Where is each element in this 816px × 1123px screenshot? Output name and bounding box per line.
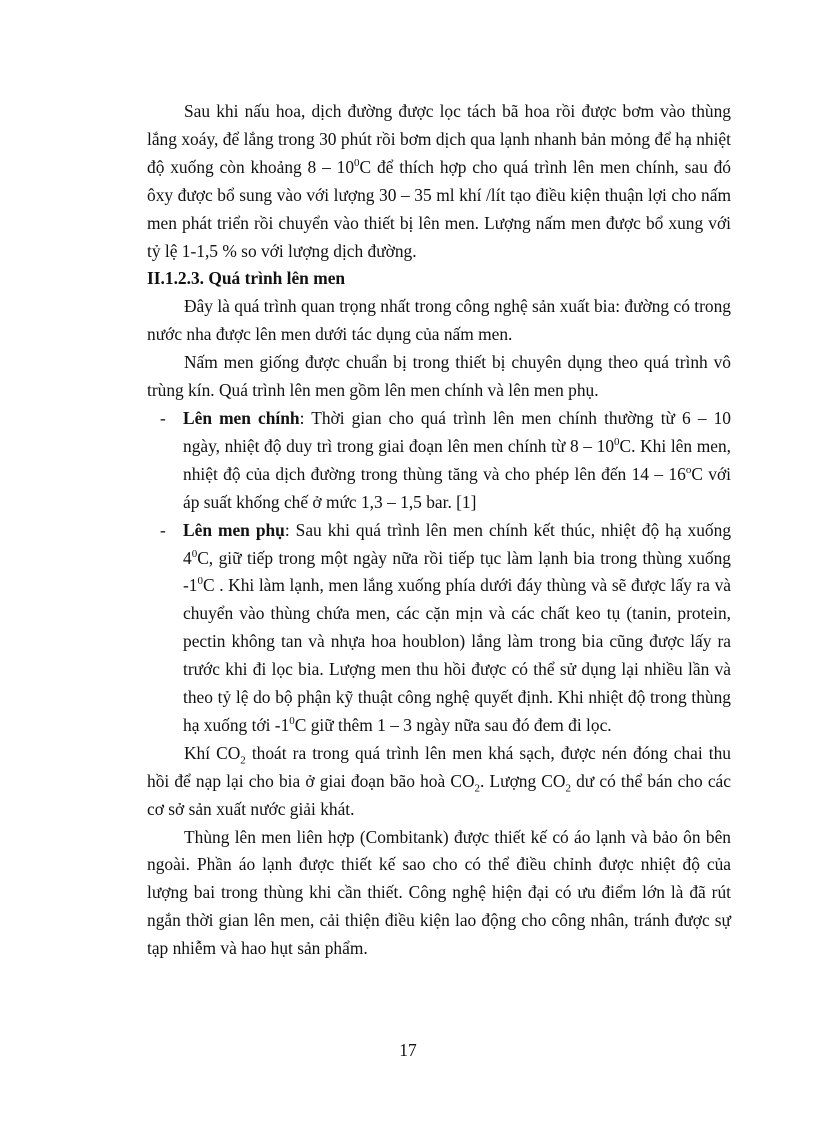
section-heading: II.1.2.3. Quá trình lên men — [147, 268, 346, 289]
paragraph-text: C để thích hợp cho quá trình lên men chính, sau đó ôxy được bổ sung vào với lượng 30 – 35 ml khí /lít tạo điều kiện thuận lợi cho nấm men phát triển rồi chuyển vào thiết bị lên men. Lượng nấm men được bổ xung với tỷ lệ 1-1,5 % so với lượng dịch đường. — [147, 156, 731, 261]
superscript-degree: 0 — [614, 436, 620, 449]
paragraph-text: thoát ra trong quá trình lên men khá sạch, được nén đóng chai thu hồi để nạp lại cho bia ở giai đoạn bão hoà CO — [147, 742, 731, 791]
paragraph-text: dư có thể bán cho các cơ sở sản xuất nước giải khát. — [147, 770, 731, 819]
superscript-degree: 0 — [191, 547, 198, 560]
bullet-dash: - — [160, 407, 166, 428]
subscript-2: 2 — [474, 782, 481, 795]
bullet-text: C với áp suất khống chế ở mức 1,3 – 1,5 bar. [1] — [183, 463, 731, 512]
bullet-text: C giữ thêm 1 – 3 ngày nữa sau đó đem đi lọc. — [294, 714, 612, 735]
bullet-text: C . Khi làm lạnh, men lắng xuống phía dưới đáy thùng và sẽ được lấy ra và chuyển vào thùng chứa men, các cặn mịn và các chất keo tụ (tanin, protein, pectin không tan và nhựa hoa houblon) lắng làm trong bia cũng được lấy ra trước khi đi lọc bia. Lượng men thu hồi được có thể sử dụng lại nhiều lần và theo tỷ lệ do bộ phận kỹ thuật công nghệ quyết định. Khi nhiệt độ trong thùng hạ xuống tới -1 — [183, 575, 731, 735]
paragraph-yeast-preparation: Nấm men giống được chuẩn bị trong thiết bị chuyên dụng theo quá trình vô trùng kín. Quá trình lên men gồm lên men chính và lên men phụ. — [147, 352, 731, 401]
bullet-dash: - — [160, 519, 166, 540]
bullet-text: : Thời gian cho quá trình lên men chính thường từ 6 – 10 ngày, nhiệt độ duy trì trong giai đoạn lên men chính từ 8 – 10 — [183, 407, 731, 456]
bullet-title: Lên men phụ — [183, 519, 285, 540]
list-item-secondary-fermentation — [147, 517, 731, 740]
superscript-degree: o — [685, 463, 692, 476]
fermentation-stages-list — [147, 405, 731, 740]
superscript-degree: 0 — [289, 715, 295, 728]
bullet-text: : Sau khi quá trình lên men chính kết thúc, nhiệt độ hạ xuống 4 — [183, 519, 732, 568]
page-number: 17 — [399, 1040, 417, 1060]
superscript-degree: 0 — [197, 575, 203, 588]
paragraph-text: Khí CO — [184, 742, 241, 763]
document-body — [147, 98, 731, 963]
paragraph-wort-cooling — [147, 98, 731, 265]
bullet-text: C. Khi lên men, nhiệt độ của dịch đường trong thùng tăng và cho phép lên đến 14 – 16 — [183, 435, 731, 484]
paragraph-combitank: Thùng lên men liên hợp (Combitank) được thiết kế có áo lạnh và bảo ôn bên ngoài. Phần áo lạnh được thiết kế sao cho có thể điều chỉnh được nhiệt độ của lượng bai trong thùng khi cần thiết. Công nghệ hiện đại có ưu điểm lớn là đã rút ngắn thời gian lên men, cải thiện điều kiện lao động cho công nhân, tránh được sự tạp nhiễm và hao hụt sản phẩm. — [147, 826, 731, 959]
paragraph-fermentation-intro: Đây là quá trình quan trọng nhất trong công nghệ sản xuất bia: đường có trong nước nha được lên men dưới tác dụng của nấm men. — [147, 296, 731, 345]
subscript-2: 2 — [240, 754, 246, 767]
superscript-degree: 0 — [354, 157, 360, 170]
paragraph-co2-recovery — [147, 740, 731, 824]
paragraph-text: . Lượng CO — [480, 770, 566, 791]
bullet-text: C, giữ tiếp trong một ngày nữa rồi tiếp tục làm lạnh bia trong thùng xuống -1 — [183, 547, 731, 596]
paragraph-text: Sau khi nấu hoa, dịch đường được lọc tách bã hoa rồi được bơm vào thùng lắng xoáy, để lắng trong 30 phút rồi bơm dịch qua lạnh nhanh bản mỏng để hạ nhiệt độ xuống còn khoảng 8 – 10 — [147, 101, 731, 177]
list-item-primary-fermentation — [147, 405, 731, 517]
bullet-title: Lên men chính — [183, 407, 300, 428]
subscript-2: 2 — [565, 782, 571, 795]
